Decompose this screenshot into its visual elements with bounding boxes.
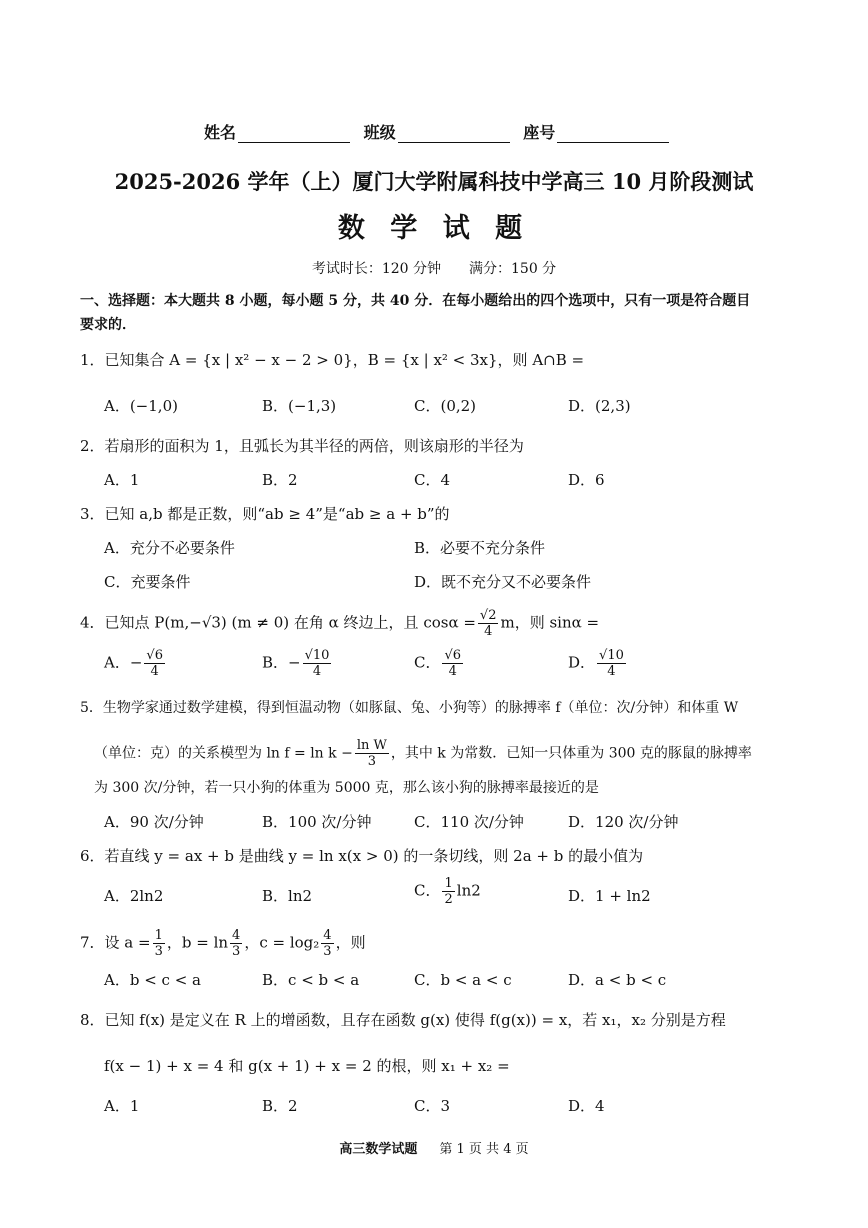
question-3-stem: 3．已知 a,b 都是正数，则“ab ≥ 4”是“ab ≥ a + b”的: [80, 505, 450, 523]
q7-a-fraction: [153, 928, 165, 959]
q4-b-pre: B．−: [262, 653, 301, 672]
q4-stem-fraction: [478, 608, 499, 639]
student-info-header: [204, 120, 669, 143]
section-heading-line1: 一、选择题：本大题共 8 小题，每小题 5 分，共 40 分．在每小题给出的四个选项中，只有一项是符合题目: [80, 293, 751, 309]
q5-option-d[interactable]: D．120 次/分钟: [568, 813, 679, 831]
question-6-stem: 6．若直线 y = ax + b 是曲线 y = ln x(x > 0) 的一条切线，则 2a + b 的最小值为: [80, 847, 644, 865]
class-label: 班级: [363, 123, 396, 142]
q7-option-b[interactable]: B．c < b < a: [262, 971, 360, 989]
q1-option-c[interactable]: C．(0,2): [414, 397, 477, 415]
q5-option-b[interactable]: B．100 次/分钟: [262, 813, 372, 831]
q3-option-b[interactable]: B．必要不充分条件: [414, 539, 546, 557]
q6-c-pre: C．: [414, 881, 441, 900]
q1-option-b[interactable]: B．(−1,3): [262, 397, 337, 415]
q4-b-num: √10: [304, 648, 330, 663]
q4-c-pre: C．: [414, 653, 441, 672]
q7-c-den: 3: [323, 944, 332, 959]
section-heading-line2: 要求的．: [80, 317, 136, 333]
q7-option-d[interactable]: D．a < b < c: [568, 971, 667, 989]
q6-option-d[interactable]: D．1 + ln2: [568, 887, 651, 905]
question-7-stem: [80, 928, 366, 959]
q6-c-post: ln2: [456, 881, 481, 900]
q5-line2-pre: （单位：克）的关系模型为 ln f = ln k −: [94, 745, 353, 762]
q8-option-a[interactable]: A．1: [104, 1097, 140, 1115]
q7-pre: 7．设 a =: [80, 933, 151, 952]
q7-post: ，则: [335, 933, 366, 952]
q6-c-fraction: [442, 876, 454, 907]
q2-option-b[interactable]: B．2: [262, 471, 298, 489]
seat-label: 座号: [523, 123, 556, 142]
q4-option-a[interactable]: [104, 648, 167, 679]
q4-c-num: √6: [444, 648, 462, 663]
q2-option-a[interactable]: A．1: [104, 471, 140, 489]
q4-d-den: 4: [607, 664, 616, 679]
q4-d-pre: D．: [568, 653, 596, 672]
q2-option-c[interactable]: C．4: [414, 471, 451, 489]
class-blank[interactable]: [398, 126, 510, 143]
q6-option-b[interactable]: B．ln2: [262, 887, 313, 905]
q4-b-fraction: [303, 648, 332, 679]
q4-stem-post: m，则 sinα =: [500, 613, 600, 632]
q4-stem-frac-den: 4: [484, 624, 493, 639]
q7-b-den: 3: [232, 944, 241, 959]
q8-option-d[interactable]: D．4: [568, 1097, 605, 1115]
q4-c-den: 4: [448, 664, 457, 679]
q7-c-num: 4: [323, 928, 332, 943]
question-4-stem: [80, 608, 599, 639]
q5-option-a[interactable]: A．90 次/分钟: [104, 813, 204, 831]
q2-option-d[interactable]: D．6: [568, 471, 605, 489]
exam-title: 2025-2026 学年（上）厦门大学附属科技中学高三 10 月阶段测试: [114, 169, 754, 194]
q4-a-den: 4: [150, 664, 159, 679]
q6-c-num: 1: [444, 876, 453, 891]
q3-option-d[interactable]: D．既不充分又不必要条件: [414, 573, 592, 591]
q4-c-fraction: [442, 648, 463, 679]
q4-a-num: √6: [146, 648, 163, 663]
q4-d-num: √10: [599, 648, 624, 663]
q7-mid2: ，c = log₂: [244, 933, 320, 952]
q7-option-c[interactable]: C．b < a < c: [414, 971, 512, 989]
q7-a-num: 1: [154, 928, 163, 943]
footer-label: 高三数学试题: [339, 1142, 418, 1157]
question-5-line1: 5．生物学家通过数学建模，得到恒温动物（如豚鼠、兔、小狗等）的脉搏率 f（单位：次/分钟）和体重 W: [80, 700, 739, 716]
q5-fraction: [355, 738, 389, 769]
q7-c-fraction: [321, 928, 333, 959]
q4-option-c[interactable]: [414, 648, 465, 679]
q3-option-a[interactable]: A．充分不必要条件: [104, 539, 235, 557]
q6-option-c[interactable]: [414, 876, 481, 907]
q4-d-fraction: [597, 648, 626, 679]
q4-option-d[interactable]: [568, 648, 628, 679]
question-5-line2: [94, 738, 752, 769]
question-8-line1: 8．已知 f(x) 是定义在 R 上的增函数，且存在函数 g(x) 使得 f(g(x)) = x，若 x₁，x₂ 分别是方程: [80, 1011, 726, 1029]
seat-blank[interactable]: [557, 126, 669, 143]
q6-c-den: 2: [444, 892, 453, 907]
q4-a-fraction: [144, 648, 165, 679]
q4-b-den: 4: [312, 664, 322, 679]
q8-option-c[interactable]: C．3: [414, 1097, 451, 1115]
q5-line2-post: ，其中 k 为常数．已知一只体重为 300 克的豚鼠的脉搏率: [390, 745, 752, 762]
q7-b-fraction: [230, 928, 242, 959]
q7-mid1: ，b = ln: [166, 933, 229, 952]
q3-option-c[interactable]: C．充要条件: [104, 573, 191, 591]
q4-stem-frac-num: √2: [479, 608, 497, 623]
q4-stem-pre: 4．已知点 P(m,−√3) (m ≠ 0) 在角 α 终边上，且 cosα =: [80, 613, 476, 632]
q4-option-b[interactable]: [262, 648, 333, 679]
q1-option-d[interactable]: D．(2,3): [568, 397, 631, 415]
question-8-line2: f(x − 1) + x = 4 和 g(x + 1) + x = 2 的根，则 x₁ + x₂ =: [104, 1057, 510, 1075]
question-5-line3: 为 300 次/分钟，若一只小狗的体重为 5000 克，那么该小狗的脉搏率最接近的是: [94, 780, 599, 796]
q7-b-num: 4: [232, 928, 241, 943]
page-footer: [0, 1138, 868, 1157]
q7-option-a[interactable]: A．b < c < a: [104, 971, 201, 989]
q8-option-b[interactable]: B．2: [262, 1097, 298, 1115]
q1-option-a[interactable]: A．(−1,0): [104, 397, 178, 415]
q5-frac-den: 3: [367, 754, 376, 769]
exam-info: 考试时长：120 分钟 满分：150 分: [311, 261, 557, 277]
footer-page-number: 第 1 页 共 4 页: [439, 1142, 529, 1157]
name-label: 姓名: [204, 123, 237, 142]
question-2-stem: 2．若扇形的面积为 1，且弧长为其半径的两倍，则该扇形的半径为: [80, 437, 524, 455]
q7-a-den: 3: [154, 944, 163, 959]
q6-option-a[interactable]: A．2ln2: [104, 887, 164, 905]
question-1-stem: 1．已知集合 A = {x | x² − x − 2 > 0}，B = {x | x² < 3x}，则 A∩B =: [80, 351, 585, 369]
subject-title: 数 学 试 题: [337, 213, 531, 244]
q5-option-c[interactable]: C．110 次/分钟: [414, 813, 524, 831]
q4-a-pre: A．−: [104, 653, 143, 672]
name-blank[interactable]: [238, 126, 350, 143]
q5-frac-num: ln W: [356, 738, 387, 753]
